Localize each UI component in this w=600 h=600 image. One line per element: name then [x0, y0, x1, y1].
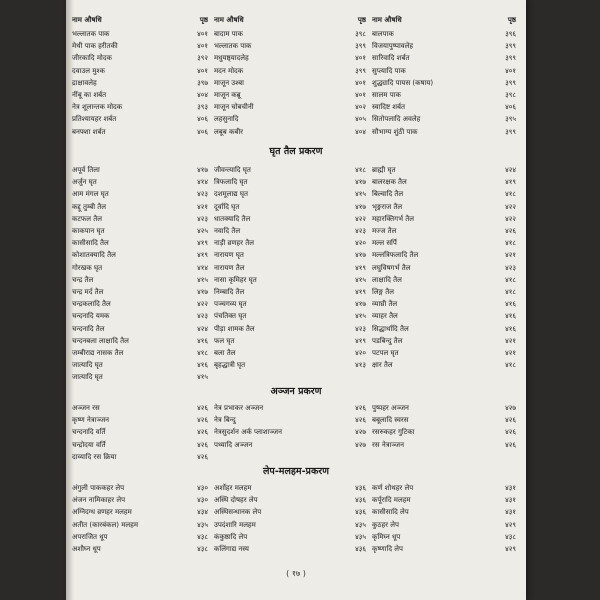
page-number-cell: ४२३	[197, 312, 208, 321]
medicine-name: चन्द्र मर्द तैल	[72, 288, 104, 297]
medicine-name: कृष्णादि लेप	[372, 545, 403, 554]
medicine-name: जम्बीराद्य नासक तैल	[72, 349, 124, 358]
page-number-cell: ४३१	[505, 484, 516, 492]
page-number-cell: ४३६	[355, 484, 366, 492]
page-number-cell: ४३५	[355, 520, 366, 529]
index-block-ghrita-tail	[72, 164, 524, 384]
page-number-cell: ४२३	[197, 190, 208, 199]
page-number-cell: ४२६	[505, 416, 516, 425]
medicine-name: गोरखक घृत	[72, 263, 103, 272]
page-number-cell: ४२२	[355, 214, 366, 223]
index-header-row	[72, 14, 524, 26]
medicine-name: पडबिन्दु तैल	[372, 336, 403, 345]
medicine-name: आम मंगल घृत	[72, 190, 109, 199]
page-number-cell: ३९९	[505, 127, 516, 136]
page-number-cell: ४०१	[197, 42, 208, 51]
medicine-name: कोशातक्यादि तैल	[72, 251, 116, 260]
page-number-cell: ४१९	[197, 239, 208, 248]
page-number-cell: ४२७	[505, 404, 516, 412]
medicine-name: लाक्षादि तैल	[372, 275, 402, 284]
page-number-cell: ३९७	[197, 78, 208, 87]
page-number-cell: ४३६	[355, 496, 366, 505]
page-number-cell: ४१५	[197, 275, 208, 284]
medicine-name: रसरुकहर गुटिका	[372, 428, 415, 437]
page-number-cell: ४२६	[505, 428, 516, 437]
page-number-cell: ४१६	[197, 336, 208, 345]
medicine-name: नेत्रसुदर्शन अर्क प्लाशाञ्जन	[214, 428, 283, 437]
medicine-name: मधुयष्ठ्यादलेह	[214, 54, 249, 63]
page-number-cell: ३९९	[505, 78, 516, 87]
page-number-cell: ४३८	[197, 532, 208, 541]
medicine-name: क्षार तैल	[372, 361, 393, 370]
medicine-name: पटपल घृत	[372, 349, 399, 358]
page-number-cell: ४१९	[355, 336, 366, 345]
page-number-cell: ४२५	[197, 227, 208, 236]
medicine-name: सौभाग्य शुंठी पाक	[372, 127, 418, 136]
page-number-cell: ४१७	[355, 251, 366, 260]
page-number-cell: ४१३	[355, 361, 366, 370]
medicine-name: शुद्ध्यादि पायस (कषाय)	[372, 78, 434, 87]
medicine-name: माजून उश्बा	[214, 78, 244, 87]
medicine-name: अतीत (कारबंकल) मलहम	[72, 520, 139, 529]
medicine-name: नारायण घृत	[214, 251, 244, 260]
medicine-name: बबूलादि स्वरस	[372, 416, 409, 425]
page-number-cell: ४३५	[355, 532, 366, 541]
medicine-name: चन्दनादि तैल	[72, 324, 105, 333]
page-number-cell: ४२६	[355, 404, 366, 412]
page-number-cell: ४०६	[505, 103, 516, 112]
page-number-cell: ४१८	[505, 361, 516, 370]
medicine-name: बालपाक	[372, 30, 394, 38]
medicine-name	[214, 451, 318, 463]
medicine-name: दशमूलाद्य घृत	[214, 190, 248, 199]
medicine-name: कर्ण शोथहर लेप	[372, 484, 414, 492]
page-number-cell: ४२०	[355, 239, 366, 248]
medicine-name: कासीसादि लेप	[372, 508, 409, 517]
medicine-name: व्याहर तैल	[372, 312, 398, 321]
page-number-cell: ४१९	[355, 288, 366, 297]
page-number-cell: ४०१	[197, 30, 208, 38]
page-number-cell: ४३१	[505, 496, 516, 505]
page-number-cell: ४०५	[355, 115, 366, 124]
index-page	[66, 0, 526, 600]
medicine-name: महारक्तिगर्भ तैल	[372, 214, 414, 223]
medicine-name: सारिवादि शर्बत	[372, 54, 410, 63]
page-number-cell: ३९९	[505, 42, 516, 51]
section-title-lep-malham: लेप-मलहम-प्रकरण	[262, 466, 330, 477]
medicine-name: ब्राह्मी घृत	[372, 166, 396, 174]
column-header-page: पृष्ठ	[357, 16, 366, 24]
medicine-name: दाव्यादि रस क्रिया	[72, 452, 117, 461]
medicine-name: भल्लातक पाक	[214, 42, 252, 51]
page-number-cell: ४२२	[197, 300, 208, 309]
medicine-name: नींबू का शर्बत	[72, 91, 107, 100]
medicine-name: लहसुनादि	[214, 115, 239, 124]
medicine-name: कृमिघ्न धूप	[372, 532, 401, 541]
medicine-name: मदन मोदक	[214, 66, 244, 75]
page-number-cell: ४०१	[355, 78, 366, 87]
page-number-cell: ४१७	[197, 288, 208, 297]
column-header-name: नाम औषधि	[372, 16, 402, 24]
medicine-name: कद्दू तुम्बी तैल	[72, 202, 107, 211]
section-title-anjan: अञ्जन प्रकरण	[270, 386, 322, 397]
page-number-cell: ४०६	[197, 127, 208, 136]
page-number-cell: ४१७	[355, 202, 366, 211]
page-number-cell: ४३८	[505, 532, 516, 541]
medicine-name: बनफ्शा शर्बत	[72, 127, 106, 136]
page-number-cell	[478, 451, 516, 463]
medicine-name: अस्थि दोषहर लेप	[214, 496, 258, 505]
page-number-cell: ४०१	[355, 54, 366, 63]
page-number-cell	[478, 371, 516, 383]
medicine-name: कलिंगाद्य नस्य	[214, 545, 249, 554]
page-number-cell: ४२४	[197, 324, 208, 333]
page-number-cell: ४२६	[505, 227, 516, 236]
page-number-cell: ४१८	[197, 349, 208, 358]
page-number-cell: ४२३	[355, 324, 366, 333]
medicine-name: कर्पूरादि मलहम	[372, 496, 411, 505]
medicine-name: अशौघ्न धूप	[72, 545, 101, 554]
page-number-cell: ४३१	[505, 508, 516, 517]
page-number-cell: ४२२	[505, 202, 516, 211]
medicine-name: कुठहर लेप	[372, 520, 399, 529]
medicine-name: पंचतिक्त घृत	[214, 312, 247, 321]
page-number-cell: ४०४	[197, 91, 208, 100]
medicine-name: माजून चोबचीनी	[214, 103, 254, 112]
medicine-name: चन्दनादि यमक	[72, 312, 110, 321]
page-number-cell: ४२९	[505, 520, 516, 529]
medicine-name: सालम पाक	[372, 91, 401, 100]
page-number-cell: ४०१	[197, 66, 208, 75]
page-number-cell: ४१७	[355, 178, 366, 187]
medicine-name	[372, 371, 472, 383]
medicine-name: मेथी पाक हरीतकी	[72, 42, 118, 51]
page-number-cell: ४२६	[197, 452, 208, 461]
medicine-name: प्रतिश्यायहर शर्बत	[72, 115, 117, 124]
page-number-cell: ४३०	[197, 496, 208, 505]
medicine-name: अपूर्व तिला	[72, 166, 100, 174]
page-number-cell: ४२६	[197, 416, 208, 425]
page-number-cell: ३९९	[355, 42, 366, 51]
page-number-cell: ४२१	[505, 336, 516, 345]
medicine-name	[372, 451, 472, 463]
page-number-cell: ३९६	[505, 30, 516, 38]
medicine-name: बिल्वादि तैल	[372, 190, 404, 199]
medicine-name: जात्यादि घृत	[72, 373, 103, 382]
medicine-name: अपराजित धूप	[72, 532, 108, 541]
medicine-name: माजून कब्रू	[214, 91, 241, 100]
page-number-cell: ४२३	[197, 214, 208, 223]
page-number-cell: ४२३	[505, 263, 516, 272]
medicine-name: चन्दनादि वर्ति	[72, 428, 106, 437]
page-number-cell: ३९८	[505, 91, 516, 100]
page-number-cell: ४२१	[505, 251, 516, 260]
medicine-name: नासा कृमिहर घृत	[214, 275, 257, 284]
column-header-page: पृष्ठ	[199, 16, 208, 24]
medicine-name	[214, 371, 318, 383]
medicine-name: स्वादिष्ट शर्बत	[372, 103, 406, 112]
page-number-cell: ४१६	[505, 324, 516, 333]
page-number-cell: ४१५	[355, 275, 366, 284]
medicine-name: अर्जुन घृत	[72, 178, 97, 187]
page-number-cell: ४१६	[197, 361, 208, 370]
medicine-name: पीड़ा शामक तैल	[214, 324, 255, 333]
page-number-cell: ४१७	[355, 300, 366, 309]
column-header-name: नाम औषधि	[72, 16, 102, 24]
medicine-name: धातक्यादि तैल	[214, 214, 251, 223]
medicine-name: सिद्धार्थादि तैल	[372, 324, 409, 333]
page-number-cell: ४१४	[197, 263, 208, 272]
page-number: ( १७ )	[286, 569, 306, 578]
page-number-cell: ४१८	[505, 288, 516, 297]
medicine-name: विजयापुष्पावलेह	[372, 42, 414, 51]
medicine-name: कटफल तैल	[72, 214, 103, 223]
medicine-name: पथ्यादि अञ्जन	[214, 440, 253, 449]
page-number-cell: ४२६	[505, 440, 516, 449]
medicine-name: सितोपलादि अवलेह	[372, 115, 421, 124]
medicine-name: दवाउल मुश्क	[72, 66, 105, 75]
medicine-name: मज्ज तैल	[372, 227, 397, 236]
medicine-name: बादाम पाक	[214, 30, 243, 38]
medicine-name: पुष्पहर अञ्जन	[372, 404, 409, 412]
page-number-cell: ४२६	[355, 416, 366, 425]
medicine-name: लबूब कबीर	[214, 127, 244, 136]
medicine-name: उपदंशारि मलहम	[214, 520, 256, 529]
page-number-cell: ४१५	[355, 312, 366, 321]
page-number-cell: ४३६	[355, 508, 366, 517]
page-number-cell: ४२६	[197, 404, 208, 412]
medicine-name: कासीसादि तैल	[72, 239, 109, 248]
page-number-cell: ४२९	[505, 545, 516, 554]
page-number-cell: ४२७	[355, 440, 366, 449]
page-number-cell: ४३६	[355, 545, 366, 554]
page-number-cell: ४२७	[355, 428, 366, 437]
page-number-cell: ४२६	[197, 440, 208, 449]
medicine-name: त्रिफलादि घृत	[214, 178, 248, 187]
medicine-name: भृङ्गराज तैल	[372, 202, 403, 211]
page-number-cell: ४३८	[197, 545, 208, 554]
medicine-name: सुप्त्यादि पाक	[372, 66, 406, 75]
page-number-cell: ४३०	[197, 484, 208, 492]
page-number-cell: ४१५	[197, 373, 208, 382]
medicine-name: मल्ल सर्पि	[372, 239, 397, 248]
page-number-cell: ४१८	[505, 239, 516, 248]
page-number-cell: ४२०	[355, 349, 366, 358]
medicine-name: लघुविषगर्भ तैल	[372, 263, 411, 272]
medicine-name: लिङ्ग तैल	[372, 288, 394, 297]
medicine-name: मल्लत्रिफलादि तैल	[372, 251, 419, 260]
page-number-cell: ४१४	[197, 178, 208, 187]
page-number-cell: ४१७	[197, 166, 208, 174]
page-number-cell: ३९८	[355, 30, 366, 38]
page-number-cell: ४१९	[355, 263, 366, 272]
index-block-anjan	[72, 402, 524, 463]
page-number-cell: ४१८	[505, 190, 516, 199]
page-number-cell: ४२२	[505, 214, 516, 223]
page-number-cell: ४०१	[355, 91, 366, 100]
medicine-name: जीरकादि मोदक	[72, 54, 112, 63]
column-header-name: नाम औषधि	[214, 16, 244, 24]
medicine-name: काकपान घृत	[72, 227, 105, 236]
medicine-name: अंगुली पाककहर लेप	[72, 484, 125, 492]
medicine-name: नाड़ी व्रणहर तैल	[214, 239, 254, 248]
page-number-cell: ४०६	[197, 115, 208, 124]
medicine-name: चन्दनबला लाक्षादि तैल	[72, 336, 129, 345]
medicine-name: चन्द्रोदया वर्ति	[72, 440, 106, 449]
medicine-name: कृष्ण नेत्राञ्जन	[72, 416, 110, 425]
section-title-ghrita-tail: घृत तैल प्रकरण	[269, 146, 323, 157]
page-number-cell: ४०२	[355, 103, 366, 112]
medicine-name: फल घृत	[214, 336, 235, 345]
medicine-name: नवादि तैल	[214, 227, 241, 236]
medicine-name: अञ्जन रस	[72, 404, 100, 412]
page-number-cell	[324, 371, 366, 383]
medicine-name: व्याघ्री तैल	[372, 300, 398, 309]
page-number-cell: ४१९	[505, 178, 516, 187]
medicine-name: जीवन्त्यादि घृत	[214, 166, 251, 174]
medicine-name: अर्शोहर मलहम	[214, 484, 252, 492]
page-number-cell: ४१६	[505, 300, 516, 309]
page-number-cell: ४२१	[197, 202, 208, 211]
medicine-name: बला तैल	[214, 349, 236, 358]
medicine-name: कंकुष्ठादि लेप	[214, 532, 248, 541]
page-number-cell: ३९३	[197, 103, 208, 112]
medicine-name: बृहद्धात्री घृत	[214, 361, 246, 370]
medicine-name: दूर्वादि घृत	[214, 202, 240, 211]
page-number-cell: ४१५	[355, 190, 366, 199]
medicine-name: अंजन नामिकाहर लेप	[72, 496, 126, 505]
page-number-cell: ४२४	[505, 166, 516, 174]
page-number-cell: ४१८	[355, 166, 366, 174]
medicine-name: चन्द्र तैल	[72, 275, 94, 284]
medicine-name: बालरक्षक तैल	[372, 178, 407, 187]
page-number-cell: ३९२	[197, 54, 208, 63]
page-number-cell: ४१६	[505, 312, 516, 321]
medicine-name: नेत्र प्रभाकर अञ्जन	[214, 404, 264, 412]
medicine-name: द्राक्षावलेह	[72, 78, 97, 87]
page-number-cell: ४३५	[197, 520, 208, 529]
page-number-cell: ४१९	[197, 251, 208, 260]
medicine-name: रस नेत्राञ्जन	[372, 440, 404, 449]
page-number-cell: ४२१	[505, 349, 516, 358]
medicine-name: नारायण तैल	[214, 263, 245, 272]
page-number-cell	[324, 451, 366, 463]
medicine-name: जात्यादि घृत	[72, 361, 103, 370]
page-number-cell: ४३४	[197, 508, 208, 517]
medicine-name: नेत्र बिन्दु	[214, 416, 236, 425]
medicine-name: पञ्चगव्य घृत	[214, 300, 247, 309]
medicine-name: नेत्र शूलान्तक मोदक	[72, 103, 123, 112]
medicine-name: अग्निदग्ध व्रणहर मलहम	[72, 508, 132, 517]
page-number-cell: ३९९	[355, 66, 366, 75]
index-block-paak	[72, 28, 524, 138]
index-block-lep-malham	[72, 482, 524, 555]
page-number-cell: ३९९	[505, 54, 516, 63]
page-number-cell: ४०१	[505, 66, 516, 75]
medicine-name: भल्लातक पाक	[72, 30, 110, 38]
medicine-name: चन्द्रकलादि तैल	[72, 300, 111, 309]
medicine-name: निम्बादि तैल	[214, 288, 245, 297]
page-number-cell: ४२३	[355, 227, 366, 236]
page-number-cell: ४१८	[505, 275, 516, 284]
medicine-name: अस्थिसन्धानक लेप	[214, 508, 262, 517]
page-number-cell: ३९५	[505, 115, 516, 124]
page-number-cell: ४०४	[355, 127, 366, 136]
column-header-page: पृष्ठ	[507, 16, 516, 24]
page-number-cell: ४२६	[197, 428, 208, 437]
